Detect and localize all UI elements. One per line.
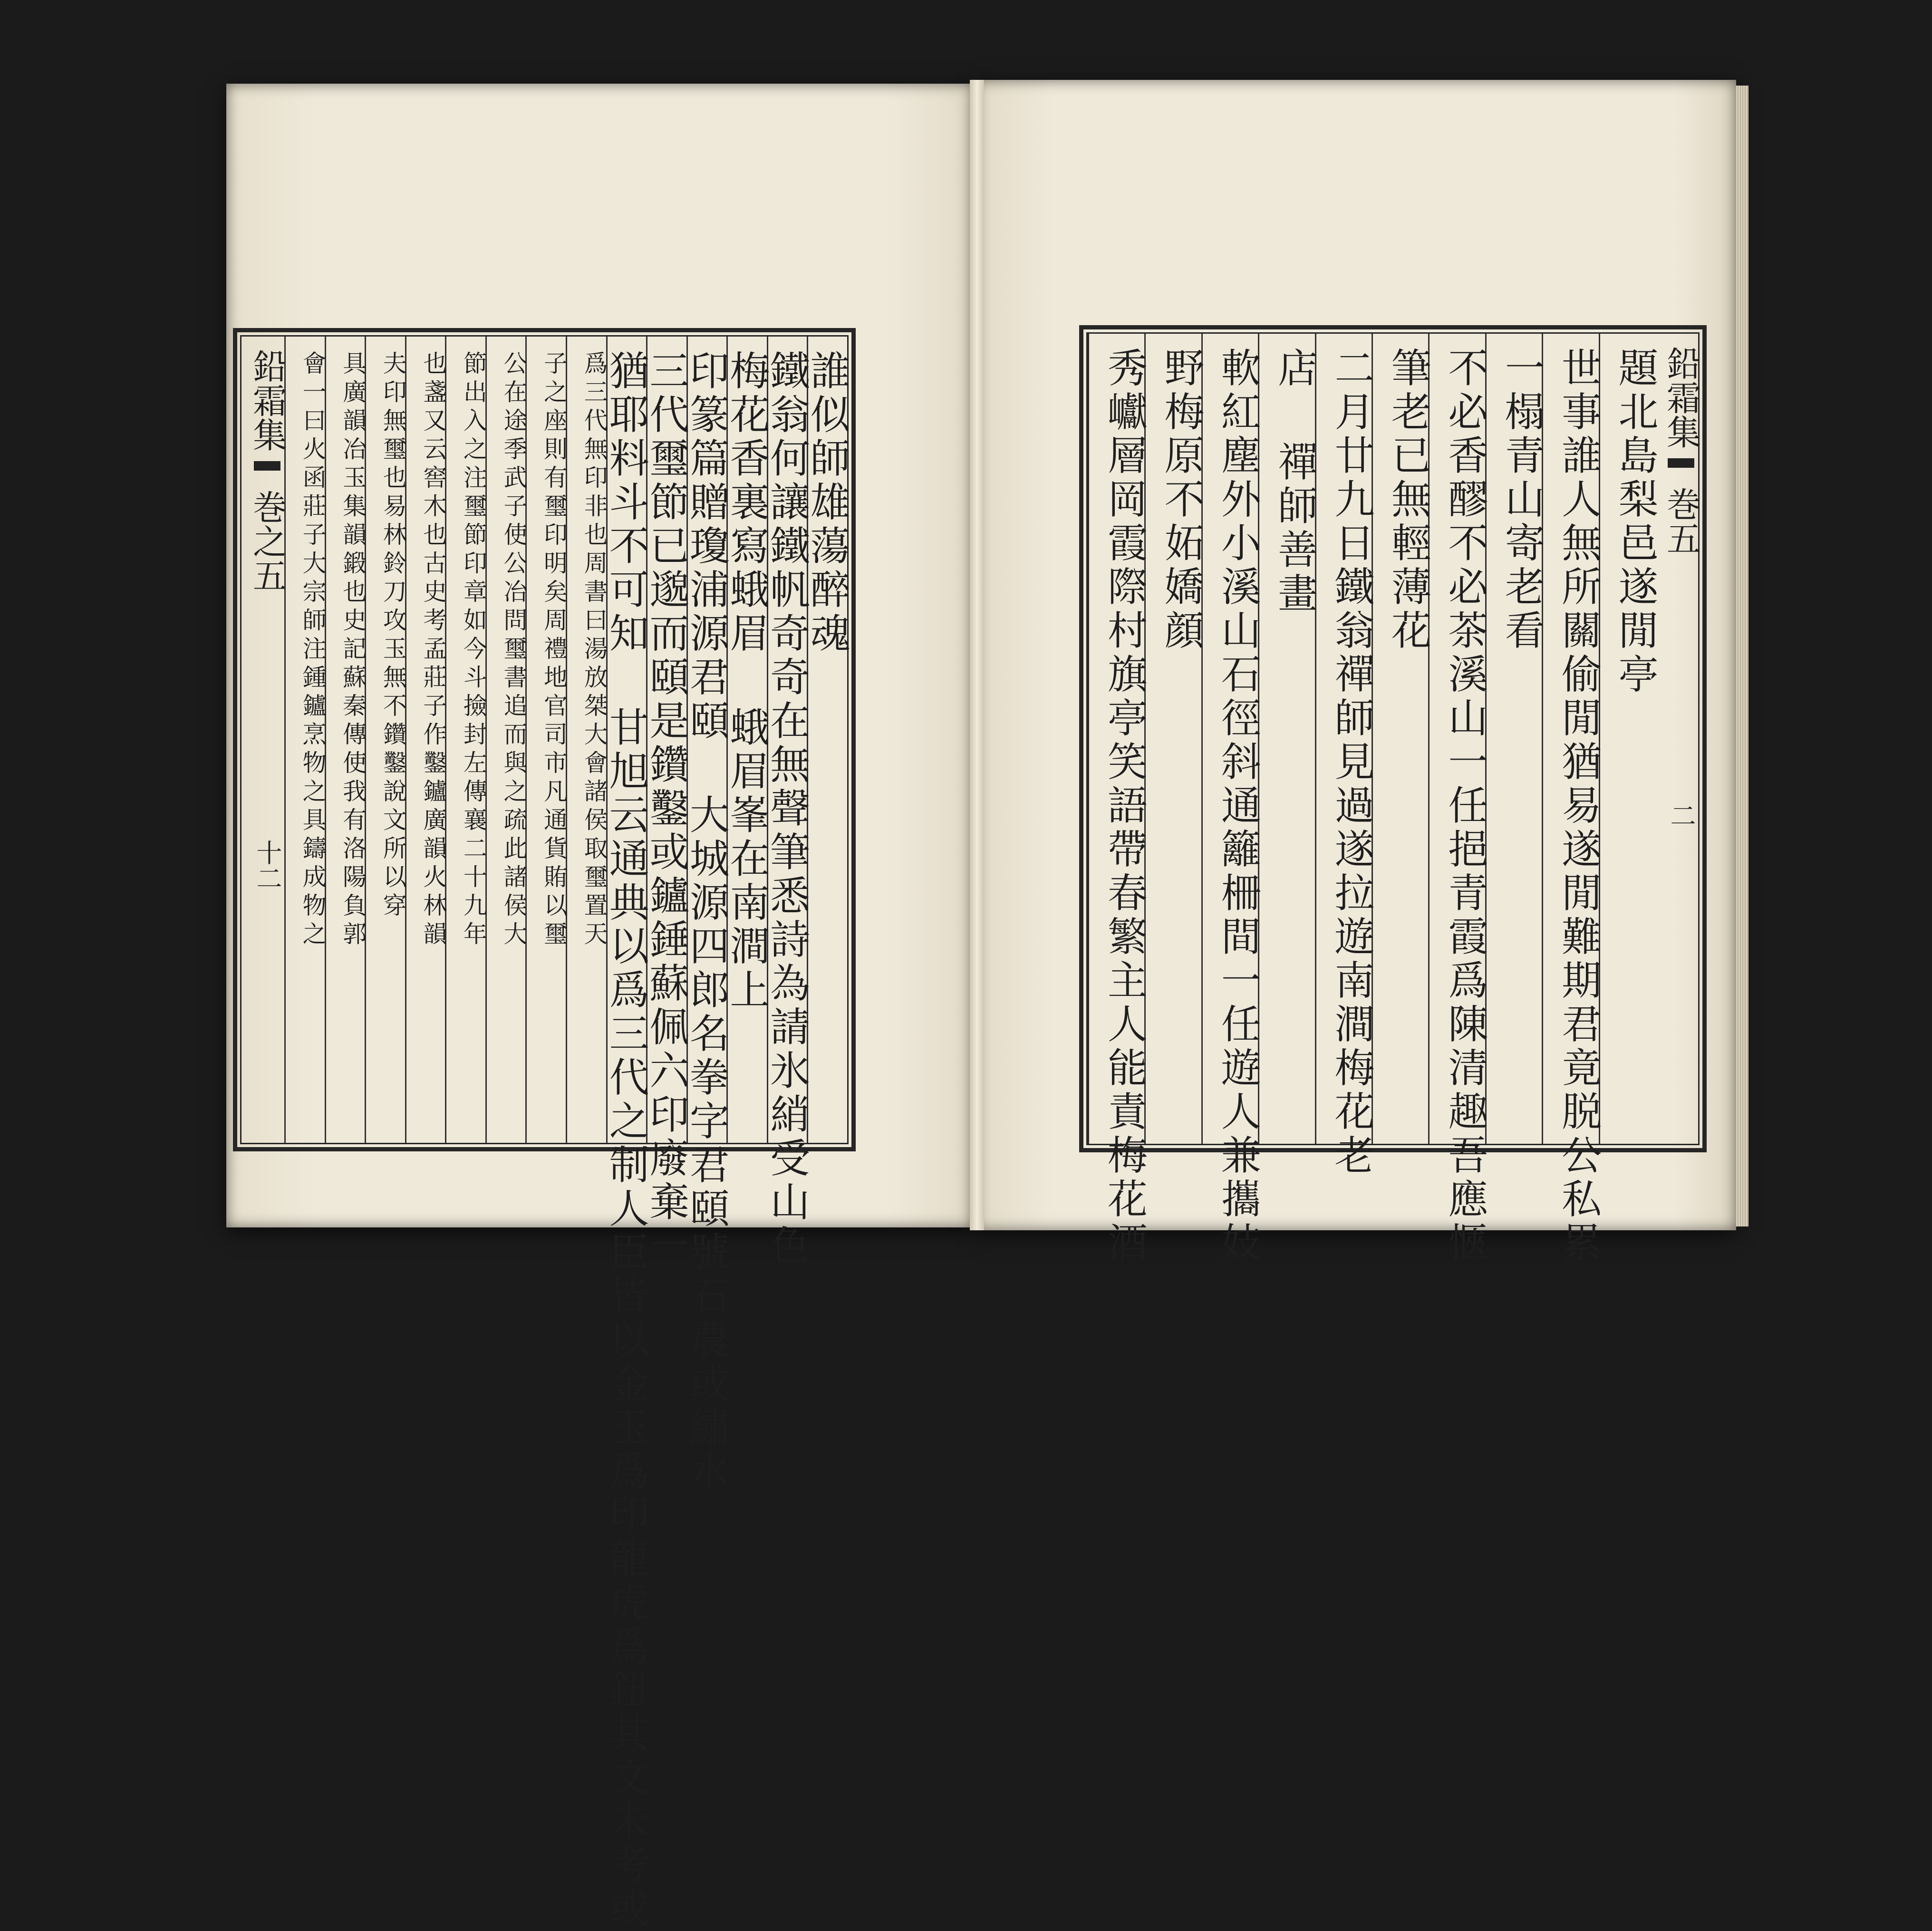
text-column: 軟紅塵外小溪山石徑斜通籬柵間一任遊人兼攜妓 [1201, 334, 1258, 1144]
book-title: 鉛霜集 [1661, 346, 1701, 449]
text-column: 印篆篇贈瓊浦源君頤 大城源四郎名拳字君頤號石農或繡水 [686, 337, 727, 1143]
left-print-frame [233, 328, 856, 1931]
text-column: 夫印無璽也易林鈴刀攻玉無不鑽鑿說文所以穿 [365, 337, 405, 1143]
text-column: 不必香醪不必茶溪山一任挹青霞爲陳清趣吾應愜 [1428, 334, 1485, 1144]
text-column: 野梅原不妬嬌顔 [1144, 334, 1201, 1144]
banxin-strip [242, 337, 287, 1143]
text-column: 公在途季武子使公冶問璽書追而與之疏此諸侯大 [485, 337, 526, 1143]
text-column: 秀巘層岡霞際村旗亭笑語帶春繁主人能責梅花酒 [1088, 334, 1144, 1144]
text-column: 爲三代無印非也周書曰湯放桀大會諸侯取璽置天 [566, 337, 606, 1143]
text-column: 節出入之注璽節印章如今斗撿封左傳襄二十九年 [445, 337, 485, 1143]
volume-number: 巻五 [1661, 487, 1701, 555]
text-column: 會一曰火函莊子大宗師注鍾鑪烹物之具鑄成物之 [284, 337, 325, 1143]
text-column: 筆老已無輕薄花 [1372, 334, 1428, 1144]
text-column: 題北島梨邑遂閒亭 [1599, 334, 1655, 1144]
text-column: 梅花香裏寫蛾眉 蛾眉峯在南澗上 [726, 337, 767, 1143]
text-column: 子之座則有璽印明矣周禮地官司市凡通貨賄以璽 [525, 337, 566, 1143]
book-title: 鉛霜集 [247, 349, 287, 452]
text-column: 一榻青山寄老看 [1485, 334, 1542, 1144]
text-column: 二月廿九日鐵翁禪師見過遂拉遊南澗梅花老 [1315, 334, 1372, 1144]
text-column: 具廣韻冶玉集韻鍛也史記蘇秦傳使我有洛陽負郭 [325, 337, 365, 1143]
show-through-ink [1003, 90, 1716, 295]
text-column: 三代璽節已邈而頤是鑽鑿或鑪錘蘇佩六印廢棄一 [646, 337, 686, 1143]
volume-number: 巻之五 [247, 490, 287, 592]
page-edges [1736, 86, 1748, 1226]
right-column-grid [1086, 332, 1701, 1265]
book-spine [970, 80, 984, 1230]
text-column: 店 禪師善畫 [1258, 334, 1314, 1144]
folio-number: 十二 [252, 840, 282, 891]
fish-tail-mark [1668, 458, 1694, 477]
fish-tail-mark [254, 461, 280, 480]
text-column: 世事誰人無所關偷閒猶易遂閒難期君竟脱公私累 [1542, 334, 1598, 1144]
text-column: 鐵翁何讓鐵帆奇奇在無聲筆悉詩為請氷綃受山色 [767, 337, 807, 1143]
text-column: 誰似師雄蕩醉魂 [807, 337, 847, 1143]
right-print-frame [1079, 325, 1707, 1265]
text-column: 猶耶料斗不可知 甘旭云通典以爲三代之制人臣皆以金玉爲印龍虎爲鈕其文未考或 [606, 337, 647, 1143]
text-column: 也盞又云窖木也古史考孟莊子作鑿鑪廣韻火林韻 [405, 337, 445, 1143]
banxin-strip [1655, 334, 1701, 1144]
left-column-grid [240, 335, 850, 1931]
folio-number: 二 [1666, 802, 1696, 828]
